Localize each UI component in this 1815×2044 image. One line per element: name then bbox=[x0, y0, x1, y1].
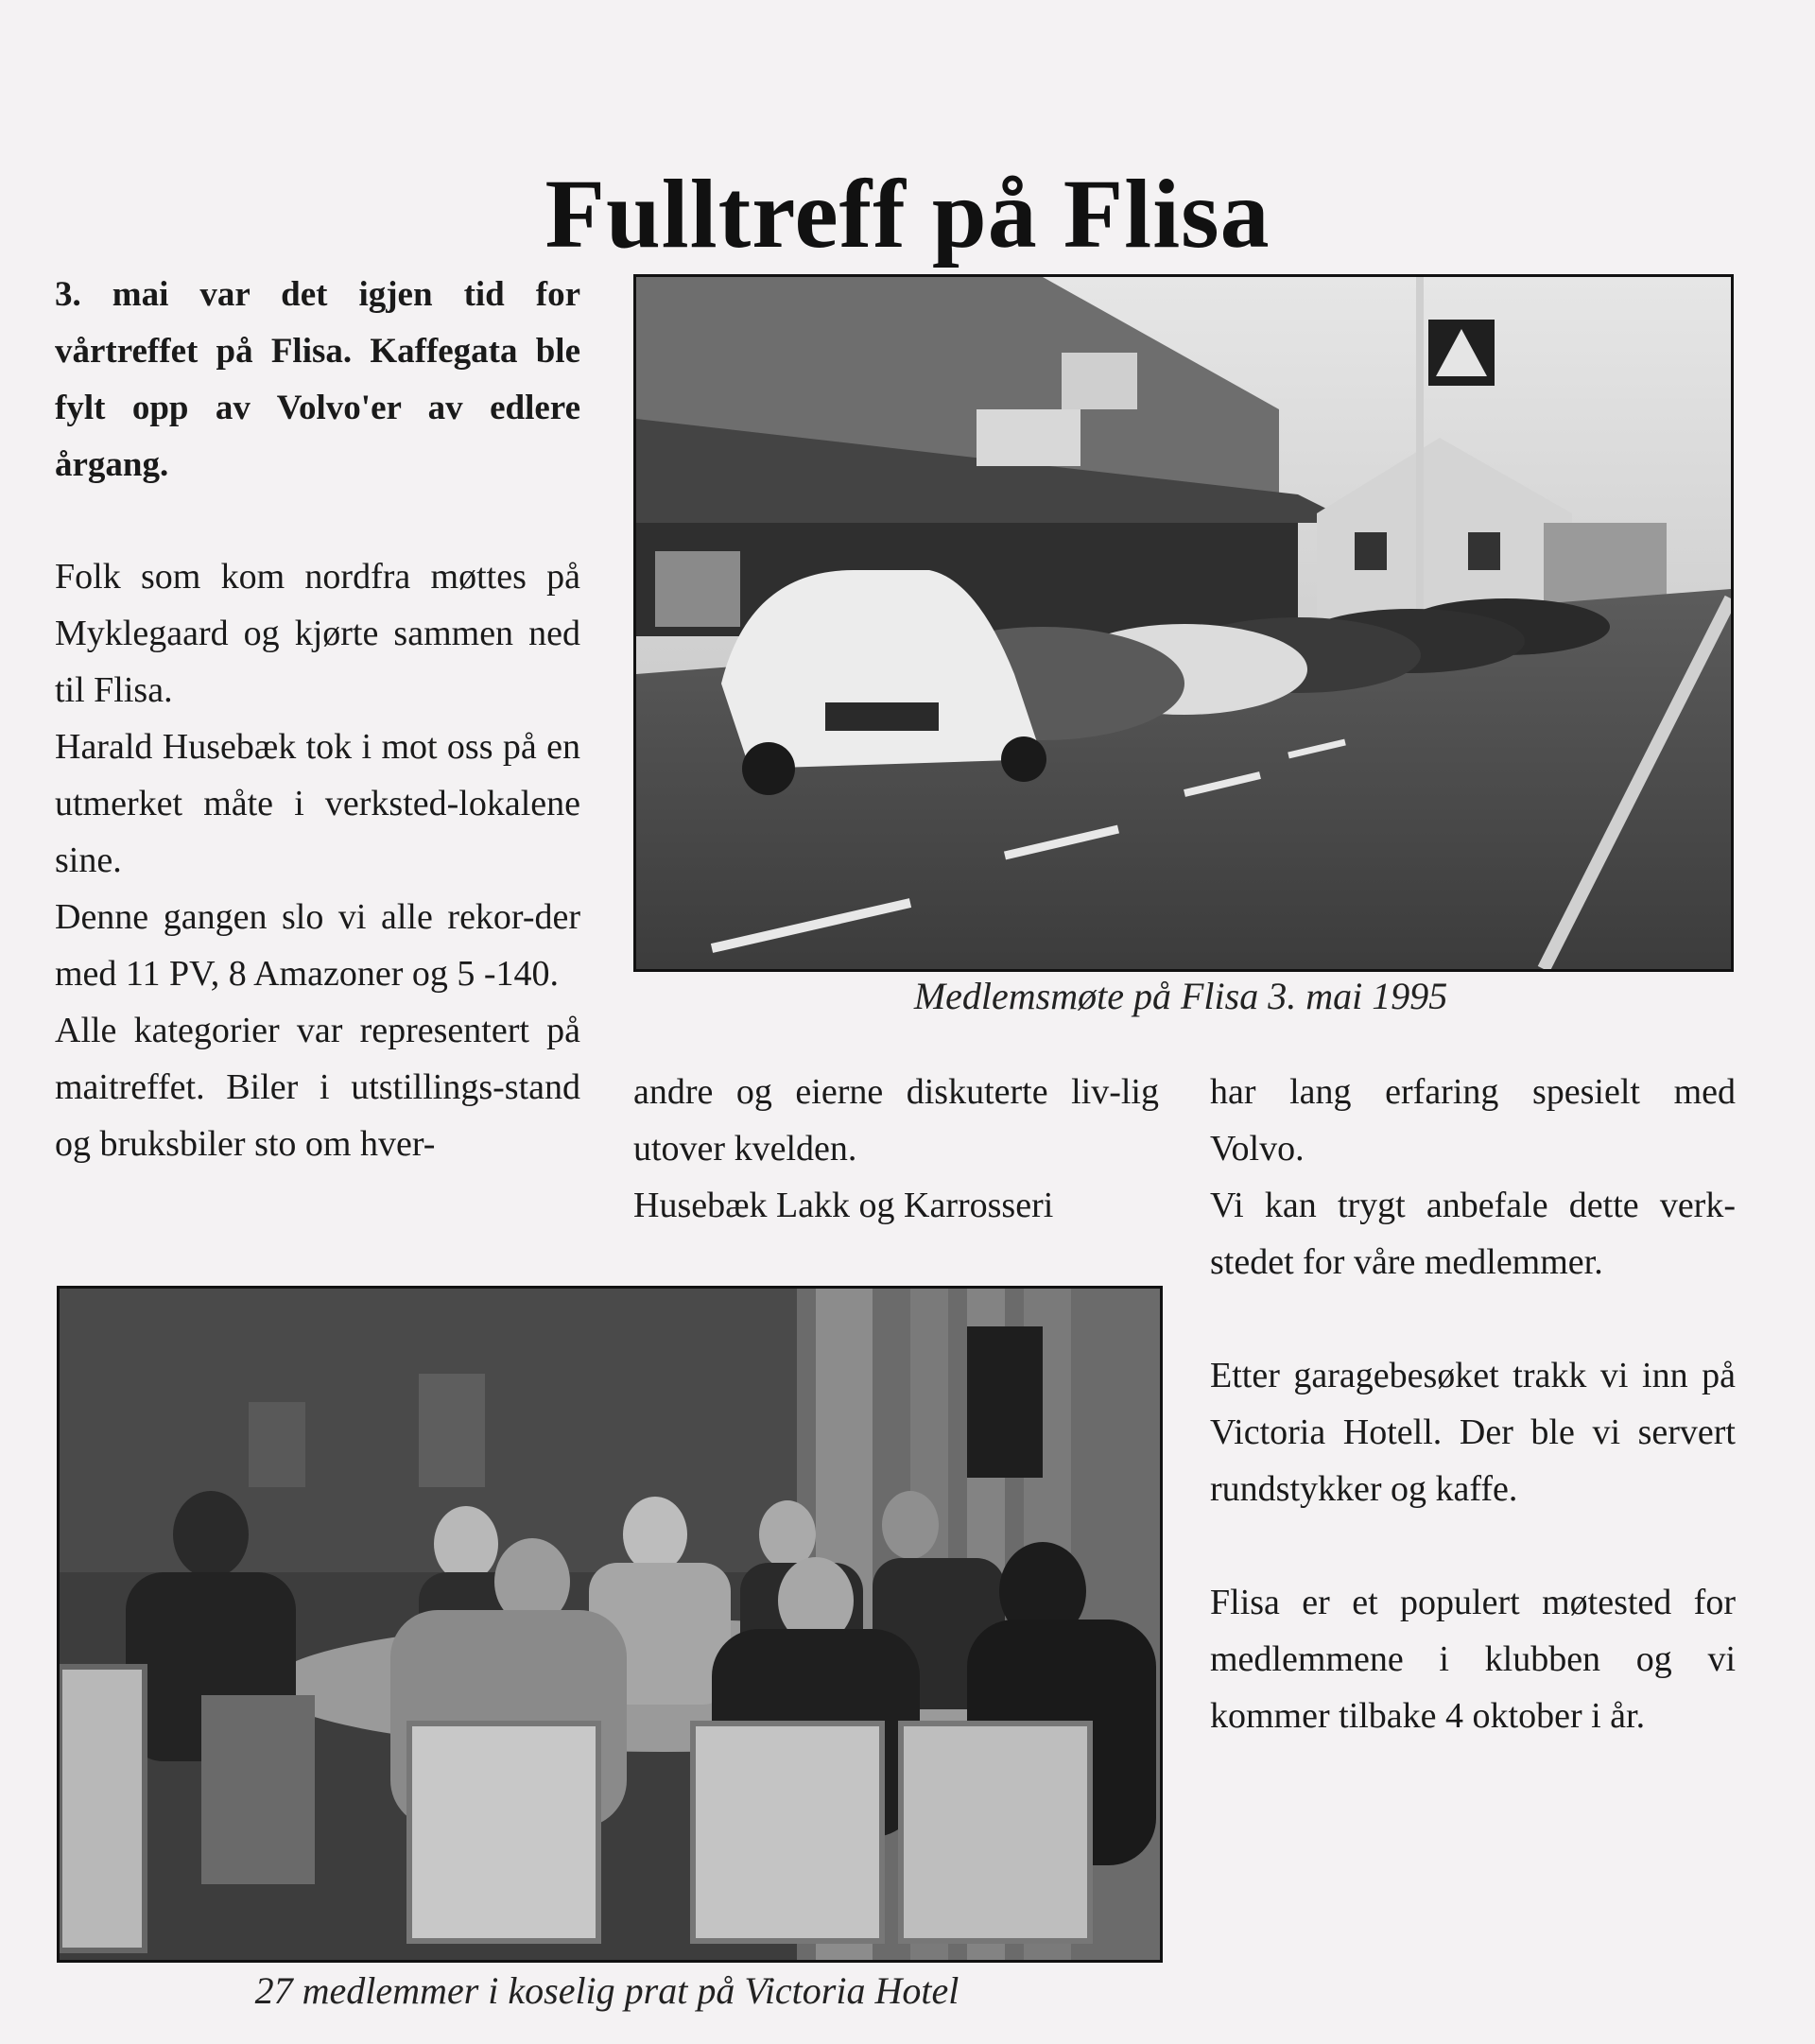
paragraph: Etter garagebesøket trakk vi inn på Victoria Hotell. Der ble vi servert rundstykker og kaffe. bbox=[1210, 1356, 1736, 1509]
text-column-2 bbox=[633, 1064, 1159, 1234]
photo-cars-street bbox=[633, 274, 1734, 972]
photo1-caption: Medlemsmøte på Flisa 3. mai 1995 bbox=[913, 975, 1448, 1017]
paragraph: Husebæk Lakk og Karrosseri bbox=[633, 1186, 1054, 1225]
photo-cars-street-image bbox=[636, 277, 1731, 969]
article-title: Fulltreff på Flisa bbox=[544, 159, 1270, 268]
paragraph: Vi kan trygt anbefale dette verk-stedet for våre medlemmer. bbox=[1210, 1186, 1736, 1282]
photo-members-hotel bbox=[57, 1286, 1163, 1963]
paragraph: Alle kategorier var representert på maitreffet. Biler i utstillings-stand og bruksbiler sto om hver- bbox=[55, 1011, 580, 1164]
text-column-1 bbox=[55, 548, 580, 1172]
article-intro: 3. mai var det igjen tid for vårtreffet på Flisa. Kaffegata ble fylt opp av Volvo'er av edlere årgang. bbox=[55, 275, 580, 484]
paragraph: har lang erfaring spesielt med Volvo. bbox=[1210, 1072, 1736, 1169]
paragraph: Folk som kom nordfra møttes på Myklegaard og kjørte sammen ned til Flisa. bbox=[55, 557, 580, 710]
paragraph: andre og eierne diskuterte liv-lig utover kvelden. bbox=[633, 1072, 1159, 1169]
text-column-3 bbox=[1210, 1064, 1736, 1744]
paragraph: Flisa er et populert møtested for medlemmene i klubben og vi kommer tilbake 4 oktober i år. bbox=[1210, 1583, 1736, 1736]
photo2-caption: 27 medlemmer i koselig prat på Victoria Hotel bbox=[254, 1969, 959, 2012]
photo-members-hotel-image bbox=[60, 1289, 1160, 1960]
spacer bbox=[1210, 1290, 1736, 1347]
paragraph: Denne gangen slo vi alle rekor-der med 11 PV, 8 Amazoner og 5 -140. bbox=[55, 897, 580, 994]
paragraph: Harald Husebæk tok i mot oss på en utmerket måte i verksted-lokalene sine. bbox=[55, 727, 580, 880]
spacer bbox=[1210, 1517, 1736, 1574]
